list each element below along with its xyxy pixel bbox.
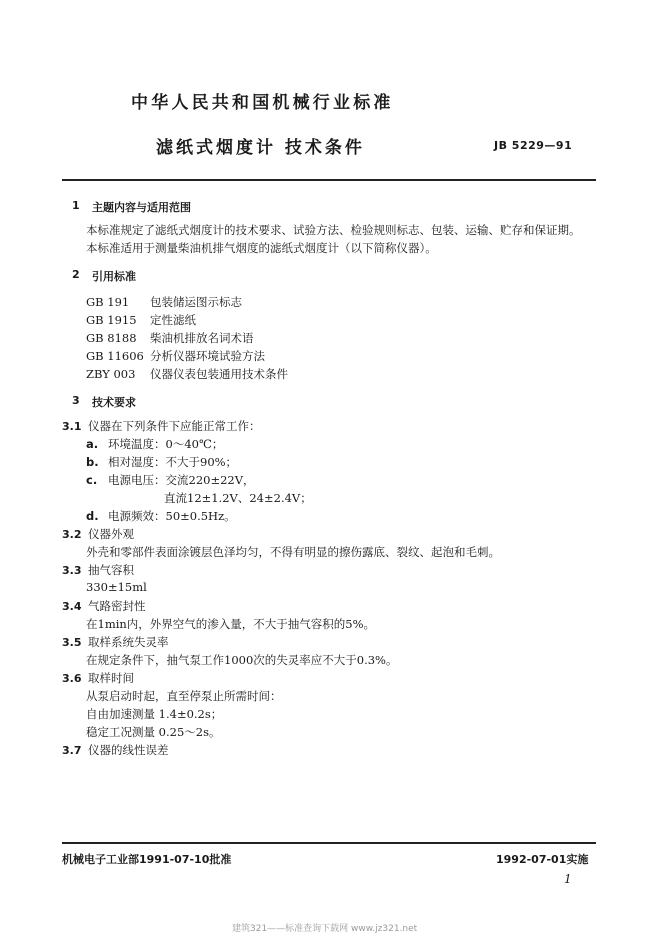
clause-title: 气路密封性 xyxy=(88,599,146,613)
section-1-para-1: 本标准规定了滤纸式烟度计的技术要求、试验方法、检验规则标志、包装、运输、贮存和保证期。 xyxy=(86,223,581,237)
header-divider xyxy=(62,179,596,181)
condition-b xyxy=(86,454,237,470)
section-2-title: 引用标准 xyxy=(92,270,136,283)
section-3-title: 技术要求 xyxy=(92,396,136,409)
clause-3-1 xyxy=(62,418,261,434)
ref-code: GB 11606 xyxy=(86,349,144,363)
standard-code: JB 5229—91 xyxy=(494,139,573,152)
condition-label: d. xyxy=(86,509,99,523)
clause-number: 3.4 xyxy=(62,600,82,613)
clause-number: 3.2 xyxy=(62,528,82,541)
clause-3-2-text: 外壳和零部件表面涂镀层色泽均匀，不得有明显的擦伤露底、裂纹、起泡和毛刺。 xyxy=(86,545,500,559)
condition-text: 电源电压：交流220±22V， xyxy=(108,473,255,487)
clause-number: 3.5 xyxy=(62,636,82,649)
clause-title: 仪器的线性误差 xyxy=(88,743,169,757)
clause-3-7-heading xyxy=(62,742,169,758)
clause-title: 取样系统失灵率 xyxy=(88,635,169,649)
ref-name: 定性滤纸 xyxy=(150,313,196,327)
condition-d xyxy=(86,508,236,524)
condition-label: b. xyxy=(86,455,99,469)
ref-code: GB 191 xyxy=(86,295,130,309)
clause-text: 仪器在下列条件下应能正常工作： xyxy=(88,419,261,433)
ref-code: GB 8188 xyxy=(86,331,137,345)
ref-item xyxy=(86,330,254,346)
ref-item xyxy=(86,294,242,310)
clause-3-2-heading xyxy=(62,526,134,542)
section-2-number: 2 xyxy=(72,268,80,281)
ref-name: 分析仪器环境试验方法 xyxy=(150,349,265,363)
issuing-authority: 中华人民共和国机械行业标准 xyxy=(131,93,394,113)
clause-number: 3.7 xyxy=(62,744,82,757)
condition-label: a. xyxy=(86,437,99,451)
ref-code: ZBY 003 xyxy=(86,367,136,381)
clause-3-3-heading xyxy=(62,562,134,578)
ref-item xyxy=(86,366,288,382)
standard-title: 滤纸式烟度计 技术条件 xyxy=(156,138,365,158)
condition-label: c. xyxy=(86,473,98,487)
ref-name: 包装储运图示标志 xyxy=(150,295,242,309)
clause-3-4-text: 在1min内，外界空气的渗入量，不大于抽气容积的5%。 xyxy=(86,617,376,631)
clause-title: 抽气容积 xyxy=(88,563,134,577)
watermark: 建筑321——标准查询下载网 www.jz321.net xyxy=(232,924,418,934)
clause-3-6-line-2: 自由加速测量 1.4±0.2s； xyxy=(86,707,223,721)
ref-code: GB 1915 xyxy=(86,313,137,327)
clause-3-5-heading xyxy=(62,634,169,650)
ref-name: 仪器仪表包装通用技术条件 xyxy=(150,367,288,381)
effective-date: 1992-07-01实施 xyxy=(496,853,589,866)
clause-number: 3.1 xyxy=(62,420,82,433)
page-number: 1 xyxy=(564,872,572,886)
footer-divider xyxy=(62,842,596,844)
clause-3-4-heading xyxy=(62,598,146,614)
ref-name: 柴油机排放名词术语 xyxy=(150,331,254,345)
clause-3-5-text: 在规定条件下，抽气泵工作1000次的失灵率应不大于0.3%。 xyxy=(86,653,398,667)
section-3-number: 3 xyxy=(72,394,80,407)
approval-date: 机械电子工业部1991-07-10批准 xyxy=(62,853,232,866)
clause-3-6-text: 从泵启动时起，直至停泵止所需时间： xyxy=(86,689,282,703)
clause-3-6-line-3: 稳定工况测量 0.25～2s。 xyxy=(86,725,221,739)
condition-text: 电源频效：50±0.5Hz。 xyxy=(108,509,236,523)
section-1-number: 1 xyxy=(72,199,80,212)
clause-3-3-text: 330±15ml xyxy=(86,580,147,594)
condition-c xyxy=(86,472,255,488)
section-1-para-2: 本标准适用于测量柴油机排气烟度的滤纸式烟度计（以下简称仪器）。 xyxy=(86,241,437,255)
section-1-title: 主题内容与适用范围 xyxy=(92,201,191,214)
condition-text: 相对湿度：不大于90%； xyxy=(108,455,238,469)
clause-number: 3.3 xyxy=(62,564,82,577)
clause-title: 取样时间 xyxy=(88,671,134,685)
ref-item xyxy=(86,348,265,364)
ref-item xyxy=(86,312,196,328)
clause-number: 3.6 xyxy=(62,672,82,685)
condition-a xyxy=(86,436,223,452)
clause-3-6-heading xyxy=(62,670,134,686)
condition-c-continued: 直流12±1.2V、24±2.4V； xyxy=(164,491,312,505)
condition-text: 环境温度：0～40℃； xyxy=(108,437,224,451)
clause-title: 仪器外观 xyxy=(88,527,134,541)
